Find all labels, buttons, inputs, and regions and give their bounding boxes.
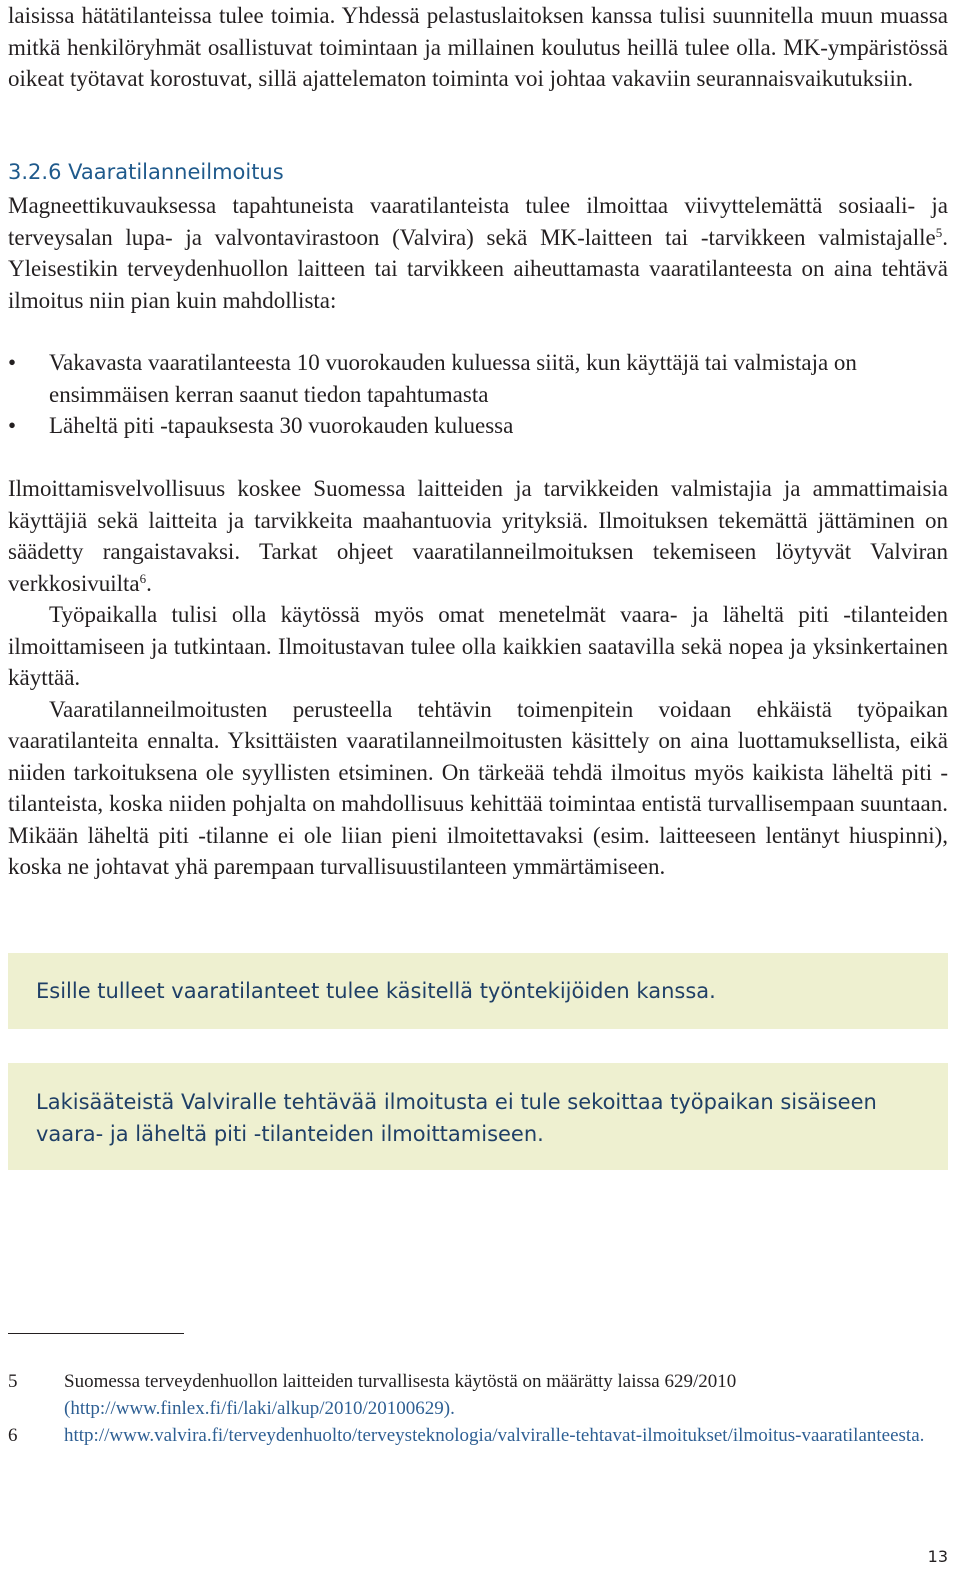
list-item-text: Vakavasta vaaratilanteesta 10 vuorokauden kuluessa siitä, kun käyttäjä tai valmistaja on ensimmäisen kerran saanut tiedon tapahtumasta xyxy=(49,350,857,407)
callout-box: Lakisääteistä Valviralle tehtävää ilmoitusta ei tule sekoittaa työpaikan sisäiseen vaara- ja läheltä piti -tilanteiden ilmoittamiseen. xyxy=(8,1063,948,1170)
paragraph-obligation-text-a: Ilmoittamisvelvollisuus koskee Suomessa laitteiden ja tarvikkeiden valmistajia ja ammattimaisia käyttäjiä sekä laitteita ja tarvikkeita maahantuovia yrityksiä. Ilmoituksen tekemättä jättäminen on säädetty rangaistavaksi. Tarkat ohjeet vaaratilanneilmoituksen tekemiseen löytyvät Valviran verkkosivuilta xyxy=(8,476,948,596)
paragraph-obligation-text-b: . xyxy=(146,570,152,596)
footnote xyxy=(8,1422,948,1449)
deadline-list xyxy=(8,347,948,442)
body-text xyxy=(8,473,948,883)
paragraph-reporting-text-b: . Yleisestikin terveydenhuollon laitteen tai tarvikkeen aiheuttamasta vaaratilanteesta on aina tehtävä ilmoitus niin pian kuin mahdollista: xyxy=(8,224,948,313)
page-number: 13 xyxy=(927,1547,948,1566)
intro-paragraph: laisissa hätätilanteissa tulee toimia. Yhdessä pelastuslaitoksen kanssa tulisi suunnitella muun muassa mitkä henkilöryhmät osallistuvat toimintaan ja millainen koulutus heillä tulee olla. MK-ympäristössä oikeat työtavat korostuvat, sillä ajattelematon toiminta voi johtaa vakaviin seurannaisvaikutuksiin. xyxy=(8,3,948,91)
footnote-ref-5[interactable]: 5 xyxy=(935,224,943,240)
list-item-text: Läheltä piti -tapauksesta 30 vuorokauden kuluessa xyxy=(49,413,514,438)
footnote-ref-6[interactable]: 6 xyxy=(139,570,147,586)
footnote-text: Suomessa terveydenhuollon laitteiden turvallisesta käytöstä on määrätty laissa 629/2010 xyxy=(64,1371,737,1392)
paragraph-obligation xyxy=(8,473,948,599)
paragraph-reporting-text-a: Magneettikuvauksessa tapahtuneista vaaratilanteista tulee ilmoittaa viivyttelemättä sosiaali- ja terveysalan lupa- ja valvontavirastoon (Valvira) sekä MK-laitteen tai -tarvikkeen valmistajalle xyxy=(8,193,948,250)
footnote-link[interactable]: http://www.valvira.fi/terveydenhuolto/terveysteknologia/valviralle-tehtavat-ilmoitukset/ilmoitus-vaaratilanteesta. xyxy=(64,1425,925,1446)
list-item xyxy=(8,410,948,442)
bullet-marker: • xyxy=(8,413,17,438)
callout-box: Esille tulleet vaaratilanteet tulee käsitellä työntekijöiden kanssa. xyxy=(8,953,948,1029)
bullet-marker: • xyxy=(8,350,17,375)
section-heading: 3.2.6 Vaaratilanneilmoitus xyxy=(8,160,284,184)
paragraph-reporting xyxy=(8,190,948,316)
paragraph-prevention: Vaaratilanneilmoitusten perusteella tehtävin toimenpitein voidaan ehkäistä työpaikan vaaratilanteita ennalta. Yksittäisten vaaratilanneilmoitusten käsittely on aina luottamuksellista, eikä niiden tarkoituksena ole syyllisten etsiminen. On tärkeää tehdä ilmoitus myös kaikista läheltä piti -tilanteista, koska niiden pohjalta on mahdollisuus kehittää toimintaa entistä turvallisempaan suuntaan. Mikään läheltä piti -tilanne ei ole liian pieni ilmoitettavaksi (esim. laitteeseen lentänyt hiuspinni), koska ne johtavat yhä parempaan turvallisuustilanteen ymmärtämiseen. xyxy=(8,696,948,879)
footnote-divider xyxy=(8,1333,184,1334)
footnotes xyxy=(8,1368,948,1449)
paragraph-workplace: Työpaikalla tulisi olla käytössä myös omat menetelmät vaara- ja läheltä piti -tilanteiden ilmoittamiseen ja tutkintaan. Ilmoitustavan tulee olla kaikkien saatavilla sekä nopea ja yksinkertainen käyttää. xyxy=(8,602,948,690)
footnote-number: 6 xyxy=(8,1425,18,1446)
footnote xyxy=(8,1368,948,1422)
footnote-number: 5 xyxy=(8,1371,18,1392)
footnote-link[interactable]: (http://www.finlex.fi/fi/laki/alkup/2010/20100629). xyxy=(64,1398,455,1419)
list-item xyxy=(8,347,948,410)
